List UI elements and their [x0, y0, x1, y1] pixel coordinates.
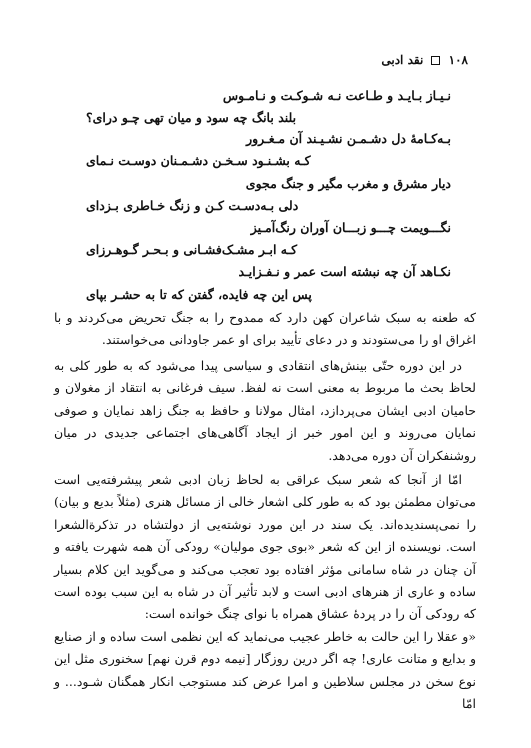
verse-line: کـه بشـنـود سـخـن دشـمـنان دوسـت نـمای — [86, 153, 311, 168]
paragraph: که طعنه به سبک شاعران کهن دارد که ممدوح را به جنگ تحریض می‌کردند و با اغراق او را می‌ستودند و در دعای تأیید برای او عمر جاودانی می‌خواستند. — [54, 310, 476, 348]
paragraph: امّا از آنجا که شعر سبک عراقی به لحاظ زبان ادبی شعر پیشرفته‌یی است می‌توان مطمئن بود که به طور کلی اشعار خالی از مسائل هنری (مثلاً بدیع و بیان) را نمی‌پسندیده‌اند. یک سند در این مورد نوشته‌یی از دولتشاه در تذکرةالشعرا است. نویسنده از این که شعر «بوی جوی مولیان» رودکی آن همه شهرت یافته و آن چنان در شاه سامانی مؤثر افتاده بود تعجب می‌کند و می‌گوید این کلام بسیار ساده و عاری از هنرهای ادبی است و لابد تأثیر آن در شاه به این سبب بوده است که رودکی آن را در پردهٔ عشاق همراه با نوای چنگ خوانده است: — [54, 472, 476, 622]
verse-line: دیار مشرق و مغرب مگیر و جنگ مجوی — [245, 176, 451, 191]
section-title: نقد ادبی — [381, 53, 424, 67]
verse-line: بـه‌کـامهٔ دل دشـمـن نشـیـند آن مـغـرور — [246, 131, 451, 146]
verse-line: نگـــویمت چـــو زبـــان آوران رنگ‌آمـیز — [250, 220, 451, 235]
quotation: «و عقلا را این حالت به خاطر عجیب می‌نماید که این نظمی است ساده و از صنایع و بدایع و متانت عاری! چه اگر درین روزگار [نیمه دوم قرن نهم] سخنوری مثل این نوع سخن در مجلس سلاطین و امرا عرض کند مستوجب انکار همگنان شـود... و امّا — [54, 629, 476, 712]
square-separator-icon — [431, 56, 440, 65]
paragraph: در این دوره حتّی بینش‌های انتقادی و سیاسی پیدا می‌شود که به طور کلی به لحاظ بحث ما مربوط به معنی است نه لفظ. سیف فرغانی به انتقاد از مغولان و حامیان ادبی ایشان می‌پردازد، امثال مولانا و حافظ به جنگ زاهد نمایان و صوفی نمایان می‌روند و این امور خبر از ایجاد آگاهی‌های اجتماعی جدیدی در میان روشنفکران آن دوره می‌دهد. — [54, 358, 476, 463]
verse-line: دلی بـه‌دسـت کـن و زنگ خـاطری بـزدای — [86, 198, 299, 213]
verse-line: نکـاهد آن چه نبشته است عمر و نـفـزایـد — [238, 264, 451, 279]
verse-line: کـه ابـر مشـک‌فشـانی و بـحـر گـوهـرزای — [86, 242, 298, 257]
verse-line: پس این چه فایده، گفتن که تا به حشـر بپای — [86, 287, 312, 302]
page-number: ۱۰۸ — [448, 53, 468, 67]
verse-line: بلند بانگ چه سود و میان تهی چـو درای؟ — [86, 110, 297, 125]
verse-line: نـیـاز بـایـد و طـاعت نـه شـوکـت و نـامـوس — [222, 88, 451, 103]
running-head — [381, 53, 468, 67]
